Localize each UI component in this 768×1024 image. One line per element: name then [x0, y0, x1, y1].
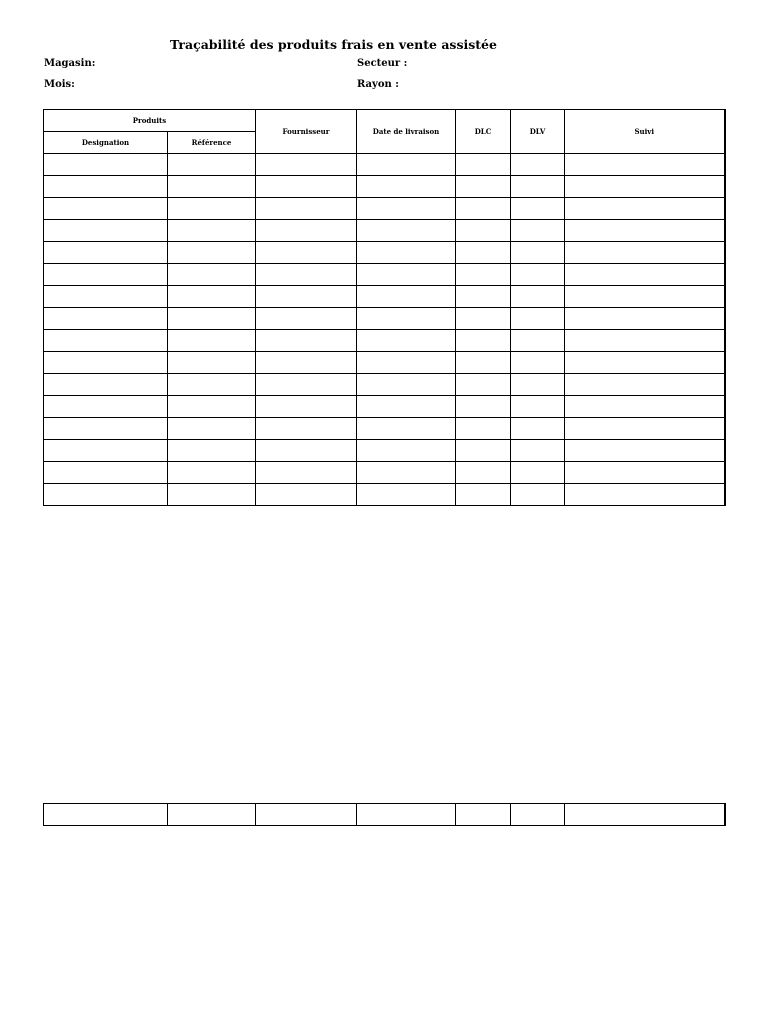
cell-fournisseur [256, 352, 357, 374]
cell-dlv [511, 374, 565, 396]
cell-designation [44, 198, 168, 220]
cell-suivi [565, 440, 725, 462]
table-row [44, 220, 725, 242]
cell-fournisseur [256, 374, 357, 396]
cell-suivi [565, 330, 725, 352]
cell-reference [168, 396, 256, 418]
cell-suivi [565, 286, 725, 308]
cell-reference [168, 484, 256, 506]
cell-dlc [456, 396, 511, 418]
cell-fournisseur [256, 484, 357, 506]
cell-reference [168, 242, 256, 264]
cell-designation [44, 484, 168, 506]
cell-dlc [456, 484, 511, 506]
cell-fournisseur [256, 396, 357, 418]
cell-date-livraison [357, 396, 456, 418]
cell-fournisseur [256, 330, 357, 352]
cell-suivi [565, 418, 725, 440]
cell-dlc [456, 154, 511, 176]
cell-designation [44, 220, 168, 242]
cell-date-livraison [357, 484, 456, 506]
cell-fournisseur [256, 264, 357, 286]
cell-date-livraison [357, 176, 456, 198]
table-row [44, 396, 725, 418]
footer-table [43, 803, 726, 826]
cell-fournisseur [256, 308, 357, 330]
cell-dlc [456, 418, 511, 440]
header-reference: Référence [168, 132, 256, 154]
cell-dlc [456, 242, 511, 264]
cell-designation [44, 418, 168, 440]
cell-date-livraison [357, 418, 456, 440]
cell-suivi [565, 176, 725, 198]
table-row [44, 308, 725, 330]
cell-fournisseur [256, 220, 357, 242]
cell-reference [168, 286, 256, 308]
cell-dlv [511, 396, 565, 418]
header-designation: Designation [44, 132, 168, 154]
cell-suivi [565, 308, 725, 330]
cell-dlv [511, 352, 565, 374]
cell-reference [168, 462, 256, 484]
cell-designation [44, 352, 168, 374]
cell-reference [168, 220, 256, 242]
cell-suivi [565, 220, 725, 242]
cell-dlc [456, 462, 511, 484]
cell-dlc [456, 804, 511, 826]
cell-dlv [511, 484, 565, 506]
cell-suivi [565, 484, 725, 506]
cell-designation [44, 242, 168, 264]
cell-reference [168, 804, 256, 826]
table-row [44, 352, 725, 374]
cell-dlv [511, 198, 565, 220]
cell-date-livraison [357, 154, 456, 176]
cell-reference [168, 352, 256, 374]
cell-dlv [511, 440, 565, 462]
table-row [44, 440, 725, 462]
cell-dlv [511, 154, 565, 176]
cell-dlv [511, 264, 565, 286]
table-row [44, 330, 725, 352]
cell-suivi [565, 396, 725, 418]
cell-date-livraison [357, 264, 456, 286]
cell-date-livraison [357, 352, 456, 374]
cell-dlv [511, 804, 565, 826]
table-row [44, 264, 725, 286]
cell-dlc [456, 264, 511, 286]
cell-fournisseur [256, 154, 357, 176]
cell-reference [168, 330, 256, 352]
cell-date-livraison [357, 330, 456, 352]
cell-dlv [511, 418, 565, 440]
cell-designation [44, 374, 168, 396]
cell-dlv [511, 286, 565, 308]
cell-dlc [456, 352, 511, 374]
cell-fournisseur [256, 198, 357, 220]
cell-date-livraison [357, 286, 456, 308]
cell-reference [168, 440, 256, 462]
secteur-label: Secteur : [357, 58, 408, 69]
cell-dlc [456, 198, 511, 220]
cell-designation [44, 308, 168, 330]
header-dlv: DLV [511, 110, 565, 154]
cell-dlv [511, 462, 565, 484]
table-row [44, 154, 725, 176]
cell-designation [44, 176, 168, 198]
cell-dlc [456, 374, 511, 396]
cell-dlc [456, 176, 511, 198]
cell-suivi [565, 462, 725, 484]
header-suivi: Suivi [565, 110, 725, 154]
cell-date-livraison [357, 198, 456, 220]
cell-designation [44, 330, 168, 352]
cell-suivi [565, 264, 725, 286]
cell-reference [168, 264, 256, 286]
table-row [44, 242, 725, 264]
cell-dlv [511, 242, 565, 264]
cell-fournisseur [256, 440, 357, 462]
cell-dlc [456, 308, 511, 330]
magasin-label: Magasin: [44, 58, 96, 69]
cell-designation [44, 396, 168, 418]
header-dlc: DLC [456, 110, 511, 154]
cell-dlc [456, 330, 511, 352]
cell-suivi [565, 242, 725, 264]
cell-date-livraison [357, 242, 456, 264]
cell-reference [168, 176, 256, 198]
table-row [44, 484, 725, 506]
cell-fournisseur [256, 176, 357, 198]
cell-reference [168, 198, 256, 220]
cell-reference [168, 308, 256, 330]
table-row [44, 286, 725, 308]
cell-dlc [456, 440, 511, 462]
traceability-table [43, 109, 726, 506]
table-row [44, 462, 725, 484]
cell-dlv [511, 308, 565, 330]
cell-dlc [456, 286, 511, 308]
cell-designation [44, 440, 168, 462]
cell-reference [168, 374, 256, 396]
cell-suivi [565, 352, 725, 374]
cell-date-livraison [357, 462, 456, 484]
cell-reference [168, 154, 256, 176]
cell-dlv [511, 330, 565, 352]
header-produits: Produits [44, 110, 256, 132]
cell-designation [44, 804, 168, 826]
header-fournisseur: Fournisseur [256, 110, 357, 154]
cell-designation [44, 286, 168, 308]
cell-suivi [565, 374, 725, 396]
table-row [44, 198, 725, 220]
cell-dlv [511, 176, 565, 198]
cell-suivi [565, 804, 725, 826]
rayon-label: Rayon : [357, 79, 399, 90]
cell-fournisseur [256, 804, 357, 826]
header-date-livraison: Date de livraison [357, 110, 456, 154]
cell-date-livraison [357, 374, 456, 396]
table-row [44, 418, 725, 440]
cell-fournisseur [256, 418, 357, 440]
cell-designation [44, 462, 168, 484]
document-title: Traçabilité des produits frais en vente assistée [170, 37, 497, 52]
table-row [44, 176, 725, 198]
cell-dlv [511, 220, 565, 242]
cell-designation [44, 264, 168, 286]
cell-suivi [565, 154, 725, 176]
cell-date-livraison [357, 220, 456, 242]
cell-suivi [565, 198, 725, 220]
cell-designation [44, 154, 168, 176]
cell-dlc [456, 220, 511, 242]
cell-fournisseur [256, 462, 357, 484]
cell-date-livraison [357, 308, 456, 330]
cell-fournisseur [256, 242, 357, 264]
mois-label: Mois: [44, 79, 75, 90]
cell-date-livraison [357, 440, 456, 462]
cell-fournisseur [256, 286, 357, 308]
table-row [44, 374, 725, 396]
table-row [44, 804, 725, 826]
cell-date-livraison [357, 804, 456, 826]
cell-reference [168, 418, 256, 440]
